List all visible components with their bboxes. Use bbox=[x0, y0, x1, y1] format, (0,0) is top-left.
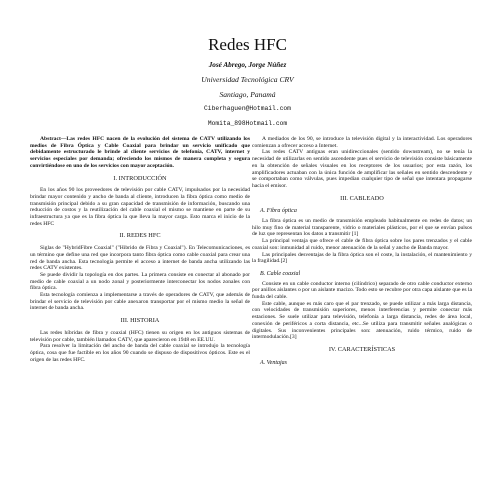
section-heading-historia: III. HISTORIA bbox=[120, 317, 160, 325]
paper-title: Redes HFC bbox=[208, 35, 287, 54]
section-heading-introduccion: I. INTRODUCCIÓN bbox=[113, 174, 167, 182]
paragraph: A mediados de los 90, se introduce la televisión digital y la interactividad. Los operadores comienzan a ofrecer acceso a Internet. bbox=[252, 136, 472, 149]
paragraph: Este cable, aunque es más caro que el par trenzado, se puede utilizar a más larga distancia, con velocidades de transmisión superiores, menos interferencias y permite conectar más estaciones. Se suele utilizar para televisión, telefonía a larga distancia, redes de área local, conexión de periféricos a corta distancia, etc...Se utiliza para transmitir señales analógicas o digitales. Sus inconvenientes principales son: atenuación, ruido térmico, ruido de intermodulación.[3] bbox=[252, 300, 472, 341]
left-column bbox=[30, 136, 250, 363]
right-column bbox=[252, 136, 472, 369]
subsection-heading-fibra-optica: A. Fibra óptica bbox=[260, 208, 297, 215]
paragraph: Las redes híbridas de fibra y coaxial (HFC) tienen su origen en los antiguos sistemas de televisión por cable, también llamados CATV, que aparecieron en 1948 en EE.UU. bbox=[30, 329, 250, 343]
email-1[interactable]: Ciberhaguen@Hotmail.com bbox=[204, 105, 291, 112]
location: Santiago, Panamá bbox=[219, 90, 276, 99]
subsection-heading-ventajas: A. Ventajas bbox=[260, 359, 287, 366]
paragraph: La fibra óptica es un medio de transmisión empleado habitualmente en redes de datos; un hilo muy fino de material transparente, vidrio o materiales plásticos, por el que se envían pulsos de luz que representan los datos a transmitir [1] bbox=[252, 218, 472, 238]
subsection-heading-cable-coaxial: B. Cable coaxial bbox=[260, 270, 301, 277]
paragraph: Siglas de "HybridFibre Coaxial" ("Hibrido de Fibra y Coaxial"). En Telecomunicaciones, es un término que define una red que incorpora tanto fibra óptica como cable coaxial para crear una red de banda ancha. Esta tecnología permite el acceso a internet de banda ancha utilizando las redes CATV existentes. bbox=[30, 245, 250, 272]
paragraph: Las redes CATV antiguas eran unidireccionales (sentido downstream), no se tenía la necesidad de utilizarlas en sentido ascendente pues el servicio de televisión consiste básicamente en la obtención de señales visuales en los receptores de los usuarios; por esta razón, los amplificadores actuaban con la única función de amplificar las señales en sentido descendente y se comportaban como válvulas, pues impedían cualquier tipo de señal que intentara propagarse hacia el emisor. bbox=[252, 149, 472, 189]
paragraph: La principal ventaja que ofrece el cable de fibra óptica sobre los pares trenzados y el cable coaxial son: inmunidad al ruido, menor atenuación de la señal y ancho de Banda mayor. bbox=[252, 238, 472, 251]
section-heading-caracteristicas: IV. CARACTERÍSTICAS bbox=[328, 345, 396, 353]
email-2[interactable]: Momita_898Hotmail.com bbox=[207, 120, 288, 127]
abstract: Abstract—Las redes HFC nacen de la evolución del sistema de CATV utilizando los medios de Fibra Óptica y Cable Coaxial para brindar un servicio unificado que debidamente estructurado le brinde al cliente servicios de telefonía, CATV, internet y servicios especiales por demanda; ofreciendo los mismos de manera completa y segura convirtiéndose en uno de los servicios con mayor aceptación. bbox=[30, 136, 250, 169]
paragraph: Para resolver la limitación del ancho de banda del cable coaxial se introdujo la tecnología óptica, cosa que fue factible en los años 90 cuando se dispuso de dispositivos ópticos. Este es el origen de las redes HFC. bbox=[30, 343, 250, 363]
paragraph: Se puede dividir la topología en dos partes. La primera consiste en conectar al abonado por medio de cable coaxial a un nodo zonal y posteriormente interconectar los nodos zonales con fibra óptica. bbox=[30, 271, 250, 292]
affiliation: Universidad Tecnológica CRV bbox=[201, 75, 294, 84]
paragraph: Consiste en un cable conductor interno (cilíndrico) separado de otro cable conductor externo por anillos aislantes o por un aislante macizo. Todo esto se recubre por otra capa aislante que es la funda del cable. bbox=[252, 280, 472, 301]
paragraph: Esta tecnología comienza a implementarse a través de operadores de CATV, que además de brindar el servicio de televisión por cable anexaron transportar por el mismo medio la señal de internet de banda ancha. bbox=[30, 292, 250, 312]
paper-authors: José Abrego, Jorge Núñez bbox=[208, 61, 287, 69]
paragraph: En los años 90 los proveedores de televisión por cable CATV, impulsados por la necesidad brindar mayor contenido y ancho de banda al cliente, introducen la fibra óptica como medio de transmisión principal debido a su gran capacidad de transmisión de información, buscando una reducción de costos y la reutilización del cable coaxial el mismo se mantiene en parte de su infraestructura ya que es la fibra óptica la que lleva la mayor carga. Esto marca el inicio de la redes HFC bbox=[30, 187, 250, 227]
section-heading-cableado: III. CABLEADO bbox=[340, 194, 384, 202]
paragraph: Las principales desventajas de la fibra óptica son el coste, la instalación, el mantenimiento y la fragilidad.[2] bbox=[252, 251, 472, 265]
section-heading-redes-hfc: II. REDES HFC bbox=[119, 232, 161, 240]
